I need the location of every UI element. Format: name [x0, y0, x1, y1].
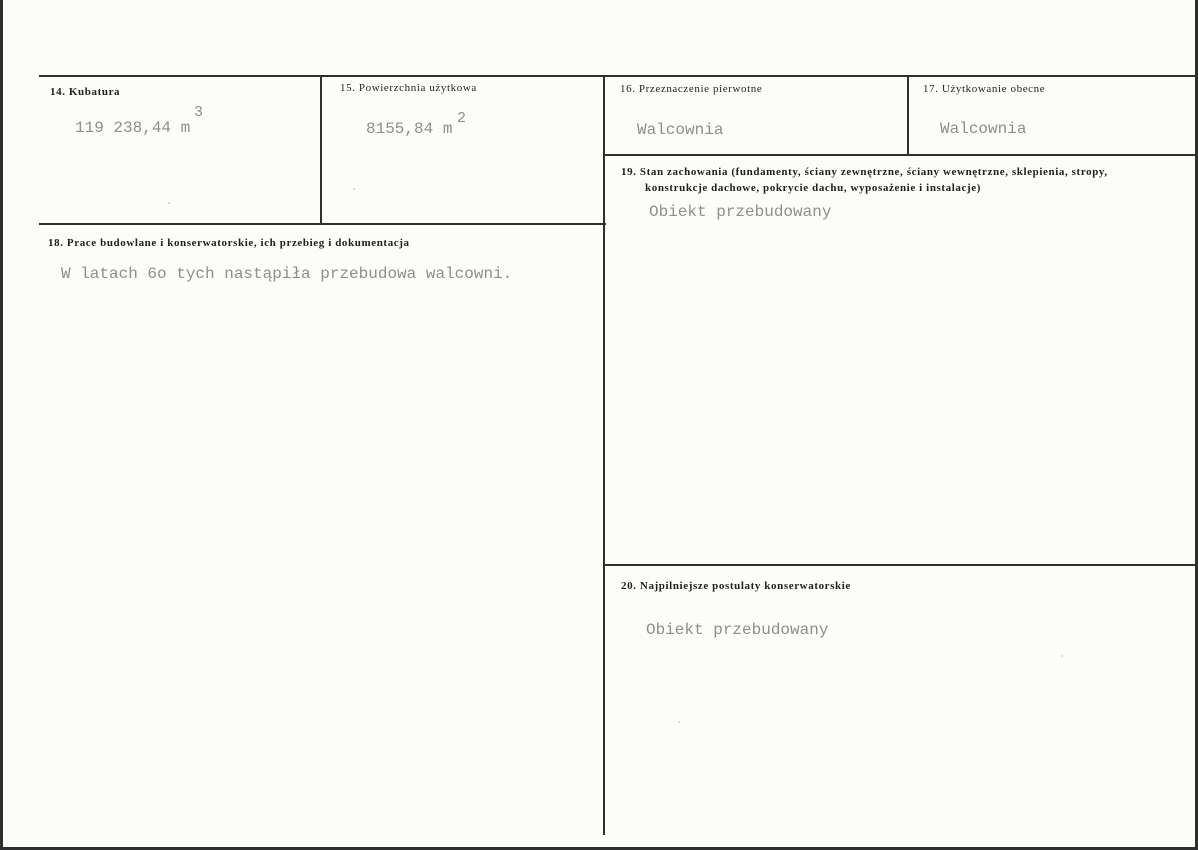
paper-speck	[168, 202, 170, 204]
rule-above-20	[604, 564, 1198, 566]
divider-14-15	[320, 75, 322, 225]
field-15-value: 8155,84 m	[366, 120, 453, 138]
field-17-label: 17. Użytkowanie obecne	[923, 83, 1046, 95]
paper-speck	[1061, 655, 1063, 657]
top-rule	[39, 75, 1198, 77]
field-20-label: 20. Najpilniejsze postulaty konserwatorskie	[621, 580, 851, 592]
field-19-value: Obiekt przebudowany	[649, 203, 832, 221]
field-18-value: W latach 6o tych nastąpiła przebudowa walcowni.	[61, 265, 513, 283]
field-14-label: 14. Kubatura	[50, 86, 121, 98]
paper-speck	[678, 721, 680, 723]
field-15-unit-superscript: 2	[457, 110, 467, 127]
field-15-label: 15. Powierzchnia użytkowa	[340, 82, 477, 94]
field-16-label: 16. Przeznaczenie pierwotne	[620, 83, 763, 95]
field-18-label: 18. Prace budowlane i konserwatorskie, ich przebieg i dokumentacja	[48, 237, 410, 249]
field-19-label-line1: 19. Stan zachowania (fundamenty, ściany zewnętrzne, ściany wewnętrzne, sklepienia, stropy,	[621, 166, 1108, 178]
divider-16-17	[907, 75, 909, 155]
paper-speck	[353, 188, 355, 190]
field-16-value: Walcownia	[637, 121, 724, 139]
field-19-label-line2: konstrukcje dachowe, pokrycie dachu, wyposażenie i instalacje)	[645, 182, 982, 194]
field-14-unit-superscript: 3	[194, 104, 204, 121]
divider-left-right	[603, 75, 605, 835]
rule-below-16-17	[604, 154, 1198, 156]
field-20-value: Obiekt przebudowany	[646, 621, 829, 639]
rule-below-14-15	[39, 223, 606, 225]
field-14-value: 119 238,44 m	[75, 119, 191, 137]
field-17-value: Walcownia	[940, 120, 1027, 138]
